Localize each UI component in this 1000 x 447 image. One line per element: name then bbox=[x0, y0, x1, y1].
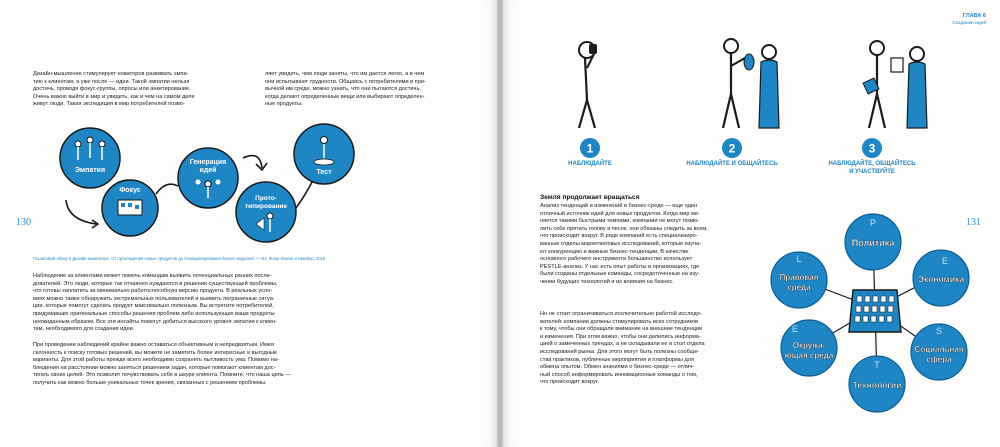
pestle-label-legal-2: среда bbox=[787, 283, 811, 292]
chapter-header bbox=[952, 13, 986, 26]
step-1-badge bbox=[579, 137, 601, 159]
body-paragraph-1: Наблюдение за клиентами может помочь командам выявить потенциальных ранних после- дователей. Это люди, которые так отчаянно нуждаются в решении существующей проблемы, что готовы заплатить за минимально работоспособную версию продукта. В реальных усло- виях можно также обнаружить экстремальных пользователей и выявить пограничные ситуа- ции, которые помогут сделать продукт максимально полезным. Вы встретите потребителей, придумавших оригинальные способы решения проблем либо использующих ваши продукты неожиданным образом. Все эти инсайты помогут добиться высокого уровня эмпатии к клиен- там, необходимого для создания идеи. bbox=[33, 273, 278, 333]
pestle-letter-p: P bbox=[869, 218, 877, 228]
stage-focus bbox=[102, 180, 158, 236]
pestle-economy bbox=[913, 250, 969, 306]
step-2-number: 2 bbox=[728, 141, 736, 156]
pestle-technology bbox=[849, 356, 905, 412]
step-3-badge bbox=[861, 137, 883, 159]
step-1-number: 1 bbox=[586, 141, 594, 156]
chapter-subtitle: Создание идей bbox=[952, 21, 986, 26]
stage-label-empathy: Эмпатия bbox=[74, 167, 106, 174]
pestle-label-social-1: Социальная bbox=[914, 345, 964, 354]
pestle-letter-e1: E bbox=[941, 256, 949, 266]
pestle-label-environment-2: ющая среда bbox=[784, 351, 834, 360]
section-paragraph-1: Анализ тенденций и изменений в бизнес-среде — еще один отличный источник идей для новых продуктов. Когда мир ме- няется такими быстрыми темпами, компании не могут позво- лить себе прятать голову в песок: они обязаны следить за всем, что происходит вокруг. В ряде компаний есть специализиро- ванные отделы маркетинговых исследований, которые изуча- ют конкуренцию и важные бизнес-тенденции. В качестве основного рабочего инструмента большинство использует PESTLE-анализ. У нас есть опыт работы в организациях, где были созданы отдельные команды, сосредоточенные на изу- чении будущих технологий и их влияния на бизнес. bbox=[540, 203, 708, 285]
participating-figures bbox=[863, 41, 927, 128]
pestle-letter-e2: E bbox=[791, 324, 799, 334]
book-gutter bbox=[497, 0, 503, 447]
pestle-label-technology: Технологии bbox=[852, 380, 902, 390]
observation-figures-illustration bbox=[541, 28, 961, 136]
step-3-label: НАБЛЮДАЙТЕ, ОБЩАЙТЕСЬ И УЧАСТВУЙТЕ bbox=[828, 161, 916, 175]
stage-label-test: Тест bbox=[316, 169, 332, 176]
stage-test bbox=[294, 124, 354, 184]
step-2-label: НАБЛЮДАЙТЕ И ОБЩАЙТЕСЬ bbox=[686, 161, 778, 167]
pestle-label-social-2: сфера bbox=[926, 355, 952, 364]
step-3-number: 3 bbox=[868, 141, 876, 156]
pestle-label-politics: Политика bbox=[851, 238, 895, 248]
pestle-label-economy: Экономика bbox=[917, 274, 965, 284]
pestle-letter-s: S bbox=[935, 326, 943, 336]
stage-label-focus: Фокус bbox=[119, 187, 141, 194]
stage-prototyping bbox=[236, 182, 296, 242]
section-paragraph-2: Но не стоит ограничиваться исключительно работой исследо- вателей: компании должны стимулировать всех сотрудников к тому, чтобы они обращали внимание на внешние тенденции и изменения. При этом важно, чтобы они делились информа- цией о замеченных трендах, а не складывали ее в стол отдела исследований рынка. Для этого могут быть полезны сообще- ства практиков, публичные мероприятия и платформы для обмена опытом. Обмен знаниями о бизнес-среде — отлич- ный способ информировать инновационные команды о том, что происходит вокруг. bbox=[540, 311, 705, 386]
design-thinking-process-illustration bbox=[48, 120, 368, 250]
intro-text-col1: Дизайн-мышление стимулирует новаторов развивать эмпа- тию к клиентам, а уже после — идеи. Такой эмпатии нельзя достичь, проводя фокус-группы, опросы или анкетирование. Очень важно выйти в мир и увидеть, как и чем на самом деле живут люди. Такая экспедиция в мир потребителей позво- bbox=[33, 71, 195, 108]
talking-figures bbox=[723, 39, 779, 128]
section-heading: Земля продолжает вращаться bbox=[540, 194, 640, 201]
step-1-label: НАБЛЮДАЙТЕ bbox=[568, 161, 612, 167]
pestle-letter-t: T bbox=[874, 360, 880, 370]
page-number-left: 130 bbox=[16, 217, 31, 228]
right-page bbox=[503, 0, 1000, 447]
stage-label-ideation-1: Генерация bbox=[189, 159, 227, 166]
intro-text-col2: ляет увидеть, чем люди заняты, что им дается легко, а в чем они испытывают трудности. Общаясь с потребителями в при- вычной им среде, можно узнать, что они пытаются достичь, когда делают определенные вещи или выбирают определен- ные продукты. bbox=[265, 71, 426, 108]
stage-empathy bbox=[60, 128, 120, 188]
left-page bbox=[0, 0, 497, 447]
arrow-2 bbox=[156, 184, 178, 194]
stage-ideation bbox=[178, 148, 238, 208]
pestle-letter-l: L bbox=[796, 254, 802, 264]
observer-figure bbox=[579, 42, 597, 128]
chapter-label: ГЛАВА 6 bbox=[962, 13, 986, 19]
pestle-social bbox=[911, 324, 967, 380]
pestle-label-environment-1: Окружа- bbox=[792, 341, 826, 350]
arrow-1 bbox=[66, 200, 96, 224]
body-paragraph-2: При проведении наблюдений крайне важно оставаться объективным и непредвзятым. Имея склонность к поиску готовых решений, вы можете не заметить более интересные и выгодные варианты. Для этой работы прежде всего необходимо сохранять пытливость ума. Помимо на- блюдения на расстоянии можно заняться решением задач, которые помогают клиентам дос- тигать своих целей. Это позволит почувствовать себя в шкуре клиента. Помните, что наша цель — получить как можно больше уникальных точек зрения, связанных с решением проблемы. bbox=[33, 342, 291, 386]
pestle-legal bbox=[771, 252, 827, 308]
step-2-badge bbox=[721, 137, 743, 159]
central-building-icon bbox=[849, 290, 901, 332]
pestle-diagram bbox=[765, 210, 991, 442]
figure-caption: Пошаговый обзор 5 Дизайн-мышление. От прохождения новых продуктов до позиционирования бизнес-моделей. — Из: Жанр Ишков и Шнабер, 2015 bbox=[33, 256, 326, 261]
arrow-4 bbox=[296, 182, 312, 208]
stage-label-proto-2: типирование bbox=[244, 203, 288, 210]
stage-label-ideation-2: идей bbox=[199, 167, 217, 174]
pestle-label-legal-1: Правовая bbox=[779, 273, 819, 282]
stage-label-proto-1: Прото- bbox=[255, 195, 277, 202]
pestle-environment bbox=[781, 320, 837, 376]
pestle-politics bbox=[845, 214, 901, 270]
page-number-right: 131 bbox=[966, 217, 981, 228]
